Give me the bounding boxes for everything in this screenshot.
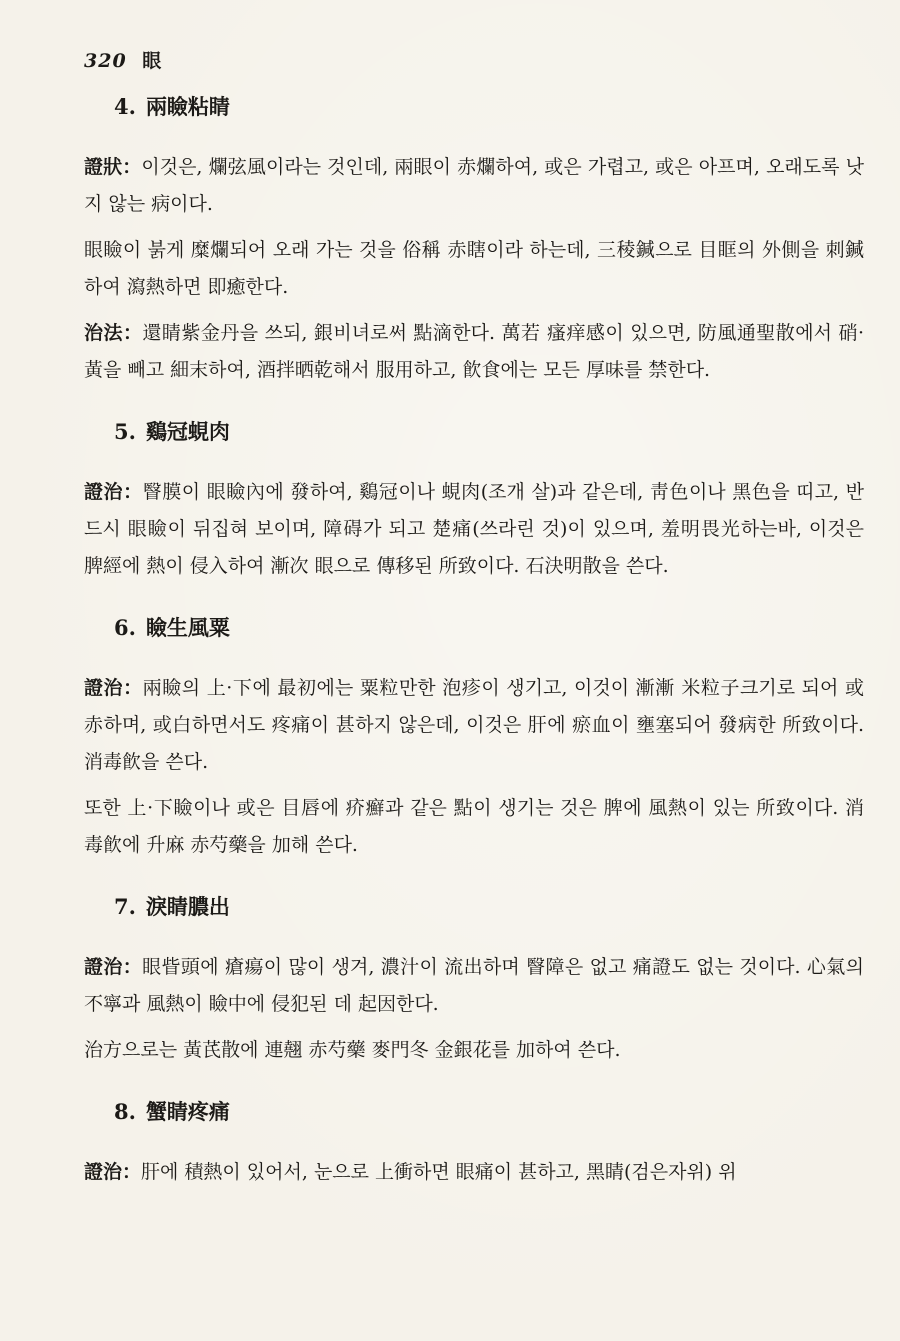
paragraph [84, 670, 864, 781]
section-heading [114, 92, 864, 122]
section-number: 8. [114, 1099, 136, 1124]
paragraph [84, 1032, 864, 1069]
section-heading [114, 417, 864, 447]
paragraph-text: 瞖膜이 眼瞼內에 發하여, 鷄冠이나 蜆肉(조개 살)과 같은데, 靑色이나 黑色을 띠고, 반드시 眼瞼이 뒤집혀 보이며, 障碍가 되고 楚痛(쓰라린 것)이 있으며, 羞明畏光하는바, 이것은 脾經에 熱이 侵入하여 漸次 眼으로 傳移된 所致이다. 石決明散을 쓴다. [84, 481, 864, 577]
section-title: 鷄冠蜆肉 [145, 419, 230, 444]
paragraph [84, 790, 864, 864]
section-heading [114, 1097, 864, 1127]
paragraph-text: 眼眥頭에 瘡瘍이 많이 생겨, 濃汁이 流出하며 瞖障은 없고 痛證도 없는 것이다. 心氣의 不寧과 風熱이 瞼中에 侵犯된 데 起因한다. [84, 956, 864, 1015]
section-title: 蟹睛疼痛 [145, 1099, 230, 1124]
running-head [84, 46, 162, 73]
paragraph-text: 眼瞼이 붉게 糜爛되어 오래 가는 것을 俗稱 赤瞎이라 하는데, 三稜鍼으로 目眶의 外側을 刺鍼하여 瀉熱하면 即癒한다. [84, 239, 864, 298]
paragraph-text: 또한 上·下瞼이나 或은 目唇에 疥癬과 같은 點이 생기는 것은 脾에 風熱이 있는 所致이다. 消毒飮에 升麻 赤芍藥을 加해 쓴다. [84, 797, 864, 856]
page-content [84, 92, 864, 1191]
paragraph-label: 證狀： [84, 156, 142, 178]
paragraph [84, 315, 864, 389]
paragraph [84, 1154, 864, 1191]
paragraph [84, 232, 864, 306]
section-number: 4. [114, 94, 136, 119]
section-number: 6. [114, 615, 136, 640]
section-number: 5. [114, 419, 136, 444]
paragraph-label: 治法： [84, 322, 143, 344]
paragraph-text: 治方으로는 黃芪散에 連翹 赤芍藥 麥門冬 金銀花를 加하여 쓴다. [84, 1039, 621, 1061]
section-heading [114, 892, 864, 922]
section-title: 瞼生風粟 [145, 615, 230, 640]
section-title: 兩瞼粘睛 [145, 94, 230, 119]
paragraph-label: 證治： [84, 956, 143, 978]
chapter-title: 眼 [142, 50, 163, 72]
paragraph [84, 474, 864, 585]
paragraph-text: 兩瞼의 上·下에 最初에는 粟粒만한 泡疹이 생기고, 이것이 漸漸 米粒子크기로 되어 或赤하며, 或白하면서도 疼痛이 甚하지 않은데, 이것은 肝에 瘀血이 壅塞되어 發病한 所致이다. 消毒飮을 쓴다. [84, 677, 864, 773]
section-number: 7. [114, 894, 136, 919]
paragraph-label: 證治： [84, 1161, 142, 1183]
paragraph-label: 證治： [84, 677, 143, 699]
paragraph-text: 還睛紫金丹을 쓰되, 銀비녀로써 點滴한다. 萬若 瘙痒感이 있으면, 防風通聖散에서 硝·黃을 빼고 細末하여, 酒拌晒乾해서 服用하고, 飮食에는 모든 厚味를 禁한다. [84, 322, 864, 381]
page-number: 320 [84, 50, 127, 72]
paragraph [84, 949, 864, 1023]
paragraph [84, 149, 864, 223]
paragraph-label: 證治： [84, 481, 143, 503]
paragraph-text: 肝에 積熱이 있어서, 눈으로 上衝하면 眼痛이 甚하고, 黑睛(검은자위) 위 [141, 1161, 737, 1183]
section-heading [114, 613, 864, 643]
section-title: 淚睛膿出 [145, 894, 230, 919]
paragraph-text: 이것은, 爛弦風이라는 것인데, 兩眼이 赤爛하여, 或은 가렵고, 或은 아프며, 오래도록 낫지 않는 病이다. [84, 156, 864, 215]
